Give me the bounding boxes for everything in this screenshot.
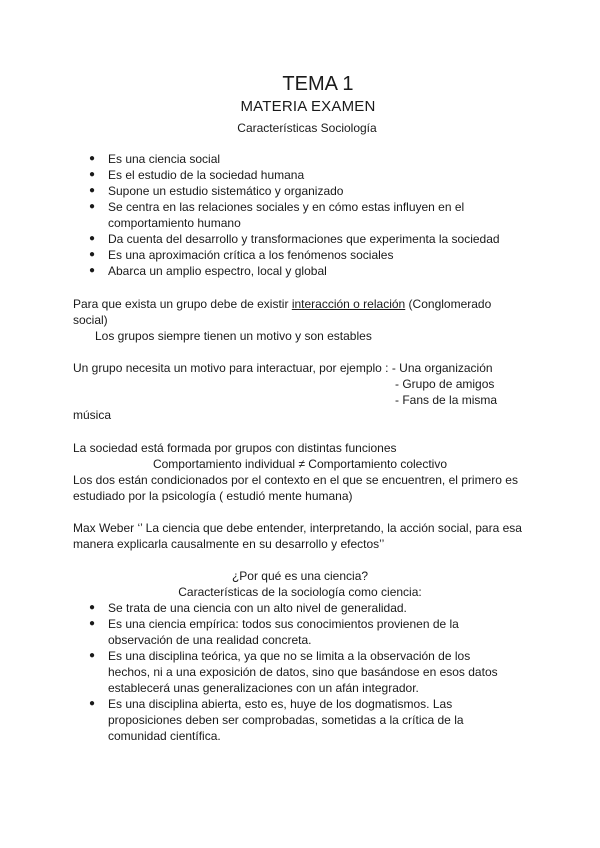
society-line2: Comportamiento individual ≠ Comportamiento colectivo: [152, 457, 448, 471]
bullet-icon: ●: [89, 602, 96, 613]
motive-line2: - Grupo de amigos: [395, 377, 495, 391]
list-item: ● Es una ciencia social: [89, 152, 221, 166]
list-item: ● Es una disciplina abierta, esto es, huye de los dogmatismos. Las proposiciones deben ser comprobadas, sometidas a la crítica de la comunidad científica.: [89, 697, 464, 743]
science-list: [0, 600, 500, 744]
page-title: TEMA 1: [282, 73, 354, 95]
motive-line3: - Fans de la misma: [395, 393, 498, 407]
bullet-icon: ●: [89, 618, 96, 629]
bullet-icon: ●: [89, 249, 96, 260]
bullet-icon: ●: [89, 153, 96, 164]
group-paragraph-line1: Para que exista un grupo debe de existir interacción o relación (Conglomerado: [73, 297, 492, 311]
bullet-icon: ●: [89, 201, 96, 212]
weber-quote-line1: Max Weber ‘’ La ciencia que debe entender, interpretando, la acción social, para esa: [73, 521, 522, 535]
bullet-icon: ●: [89, 650, 96, 661]
motive-line4: música: [73, 408, 112, 422]
list-item: ● Da cuenta del desarrollo y transformaciones que experimenta la sociedad: [89, 232, 500, 246]
society-line4: estudiado por la psicología ( estudió mente humana): [73, 489, 353, 503]
bullet-icon: ●: [89, 233, 96, 244]
science-subheading: Características de la sociología como ciencia:: [178, 585, 422, 599]
bullet-icon: ●: [89, 698, 96, 709]
features-list: [0, 151, 500, 279]
society-line3: Los dos están condicionados por el contexto en el que se encuentren, el primero es: [73, 473, 518, 487]
list-item: ● Es una aproximación crítica a los fenómenos sociales: [89, 248, 394, 262]
list-item: ● Abarca un amplio espectro, local y global: [89, 264, 327, 278]
list-item: ● Es una ciencia empírica: todos sus conocimientos provienen de la observación de una realidad concreta.: [89, 617, 459, 647]
page-subtitle: MATERIA EXAMEN: [240, 98, 376, 115]
bullet-icon: ●: [89, 265, 96, 276]
bullet-icon: ●: [89, 185, 96, 196]
motive-line1: Un grupo necesita un motivo para interactuar, por ejemplo : - Una organización: [73, 361, 493, 375]
science-question: ¿Por qué es una ciencia?: [231, 569, 369, 583]
society-line1: La sociedad está formada por grupos con distintas funciones: [73, 441, 397, 455]
list-item: ● Se trata de una ciencia con un alto nivel de generalidad.: [89, 601, 407, 615]
group-paragraph-line3: Los grupos siempre tienen un motivo y son estables: [95, 329, 372, 343]
list-item: ● Se centra en las relaciones sociales y en cómo estas influyen en el comportamiento humano: [89, 200, 465, 230]
underlined-term: interacción o relación: [291, 297, 406, 311]
weber-quote-line2: manera explicarla causalmente en su desarrollo y efectos’’: [73, 537, 385, 551]
list-item: ● Es una disciplina teórica, ya que no se limita a la observación de los hechos, ni a una exposición de datos, sino que basándose en esos datos establecerá unas generalizaciones con un afán integrador.: [89, 649, 498, 695]
section-heading: Características Sociología: [237, 121, 377, 135]
group-paragraph-line2: social): [73, 313, 108, 327]
bullet-icon: ●: [89, 169, 96, 180]
list-item: ● Es el estudio de la sociedad humana: [89, 168, 305, 182]
list-item: ● Supone un estudio sistemático y organizado: [89, 184, 344, 198]
